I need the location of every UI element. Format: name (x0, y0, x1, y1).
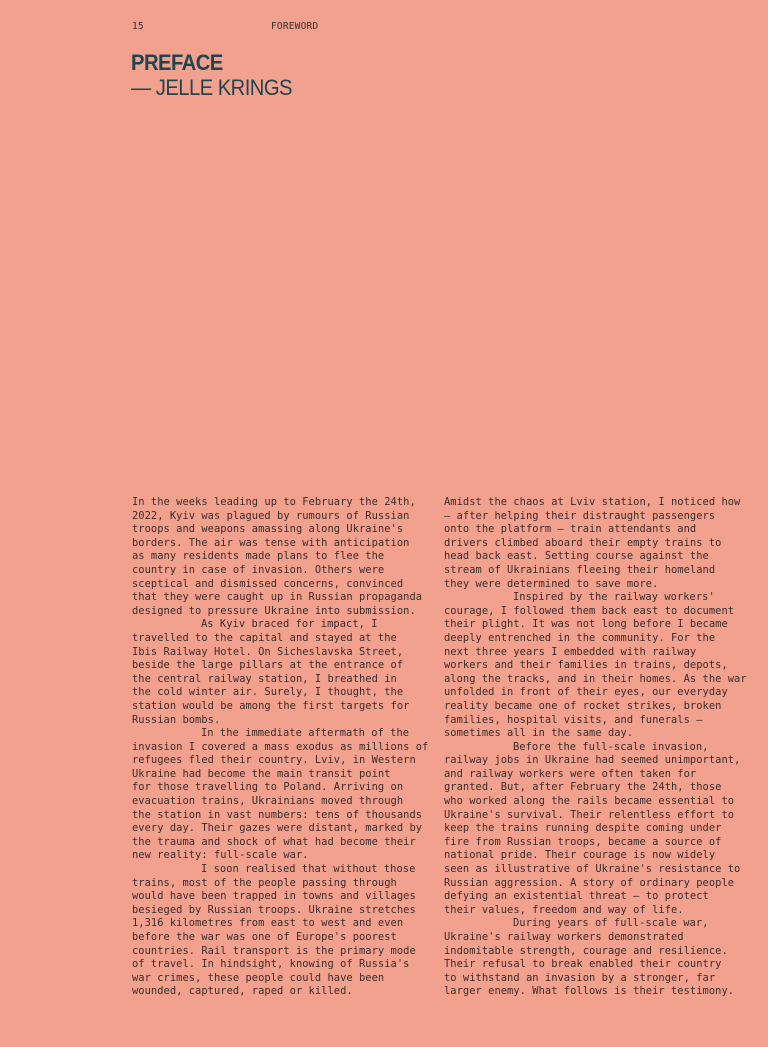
text-line: would have been trapped in towns and villages (132, 890, 416, 903)
text-line: granted. But, after February the 24th, those (444, 781, 722, 794)
text-line: families, hospital visits, and funerals – (444, 713, 703, 726)
text-line: fire from Russian troops, became a source of (444, 835, 722, 848)
text-line: Ukraine's survival. Their relentless effort to (444, 808, 735, 821)
text-line: beside the large pillars at the entrance of (132, 659, 404, 672)
text-line: designed to pressure Ukraine into submission. (132, 604, 416, 617)
text-line: deeply entrenched in the community. For the (444, 631, 716, 644)
text-line: trains, most of the people passing through (132, 876, 397, 889)
text-line: evacuation trains, Ukrainians moved through (132, 795, 404, 808)
text-line: railway jobs in Ukraine had seemed unimportant, (444, 754, 741, 767)
text-line: Ukraine had become the main transit point (132, 767, 391, 780)
text-line: Ukraine's railway workers demonstrated (444, 931, 684, 943)
text-line: keep the trains running despite coming under (444, 822, 722, 835)
text-line: war crimes, these people could have been (132, 971, 385, 984)
text-line: as many residents made plans to flee the (132, 550, 385, 563)
text-line: the trauma and shock of what had become their (132, 835, 416, 848)
text-line: to withstand an invasion by a stronger, far (444, 971, 716, 984)
text-line: Russian aggression. A story of ordinary people (444, 876, 735, 889)
text-line: along the tracks, and in their homes. As the war (444, 672, 747, 685)
text-line: Ibis Railway Hotel. On Sicheslavska Street, (132, 645, 404, 658)
text-line: countries. Rail transport is the primary mode (132, 944, 416, 957)
text-line: – after helping their distraught passengers (444, 509, 716, 522)
text-line: In the immediate aftermath of the (201, 727, 410, 740)
text-line: next three years I embedded with railway (444, 645, 697, 658)
text-line: larger enemy. What follows is their testimony. (444, 985, 735, 998)
text-line: invasion I covered a mass exodus as millions of (132, 740, 429, 753)
text-line: that they were caught up in Russian propaganda (132, 591, 423, 604)
text-line: who worked along the rails became essential to (444, 795, 735, 808)
text-line: the cold winter air. Surely, I thought, the (132, 686, 404, 699)
text-line: before the war was one of Europe's poorest (132, 931, 397, 943)
text-line: wounded, captured, raped or killed. (132, 985, 353, 998)
text-line: stream of Ukrainians fleeing their homeland (444, 563, 716, 576)
text-line: refugees fled their country. Lviv, in Western (132, 754, 416, 767)
body-column-left (132, 496, 432, 999)
text-line: the station in vast numbers: tens of thousands (132, 808, 423, 821)
text-line: travelled to the capital and stayed at the (132, 631, 397, 644)
text-line: of travel. In hindsight, knowing of Russia's (132, 958, 410, 971)
text-line: indomitable strength, courage and resilience. (444, 944, 728, 957)
text-line: they were determined to save more. (444, 577, 659, 590)
body-column-right (444, 496, 748, 999)
text-line: Russian bombs. (132, 713, 221, 726)
text-line: sometimes all in the same day. (444, 727, 634, 740)
text-line: seen as illustrative of Ukraine's resistance to (444, 863, 741, 876)
text-line: defying an existential threat – to protect (444, 890, 709, 903)
text-line: borders. The air was tense with anticipation (132, 536, 410, 549)
text-line: sceptical and dismissed concerns, convinced (132, 577, 404, 590)
text-line: 2022, Kyiv was plagued by rumours of Russian (132, 509, 410, 522)
text-line: their values, freedom and way of life. (444, 903, 684, 916)
text-line: for those travelling to Poland. Arriving on (132, 781, 404, 794)
text-line: Before the full-scale invasion, (513, 740, 709, 753)
text-line: courage, I followed them back east to document (444, 604, 735, 617)
text-line: country in case of invasion. Others were (132, 563, 385, 576)
text-line: During years of full-scale war, (513, 917, 709, 930)
text-line: every day. Their gazes were distant, marked by (132, 822, 423, 835)
text-line: head back east. Setting course against the (444, 550, 709, 563)
text-line: onto the platform – train attendants and (444, 523, 697, 536)
text-line: national pride. Their courage is now widely (444, 849, 716, 862)
text-line: and railway workers were often taken for (444, 767, 697, 780)
text-line: reality became one of rocket strikes, broken (444, 699, 722, 712)
text-line: 1,316 kilometres from east to west and even (132, 917, 404, 930)
text-line: In the weeks leading up to February the 24th, (132, 496, 416, 508)
text-line: As Kyiv braced for impact, I (201, 618, 378, 631)
text-line: station would be among the first targets for (132, 699, 410, 712)
page-title: PREFACE (131, 50, 223, 75)
text-line: troops and weapons amassing along Ukraine's (132, 523, 404, 536)
text-line: drivers climbed aboard their empty trains to (444, 536, 722, 549)
text-line: Inspired by the railway workers' (513, 591, 715, 604)
text-line: besieged by Russian troops. Ukraine stretches (132, 903, 416, 916)
text-line: workers and their families in trains, depots, (444, 659, 728, 672)
text-line: their plight. It was not long before I became (444, 618, 728, 631)
text-line: new reality: full-scale war. (132, 849, 309, 862)
text-line: the central railway station, I breathed in (132, 672, 397, 685)
text-line: I soon realised that without those (201, 863, 416, 876)
text-line: Their refusal to break enabled their country (444, 958, 722, 971)
page-number: 15 (132, 21, 144, 32)
text-line: unfolded in front of their eyes, our everyday (444, 686, 728, 699)
text-line: Amidst the chaos at Lviv station, I noticed how (444, 496, 741, 508)
running-header-section: FOREWORD (271, 21, 319, 32)
author-byline: — JELLE KRINGS (131, 75, 292, 100)
